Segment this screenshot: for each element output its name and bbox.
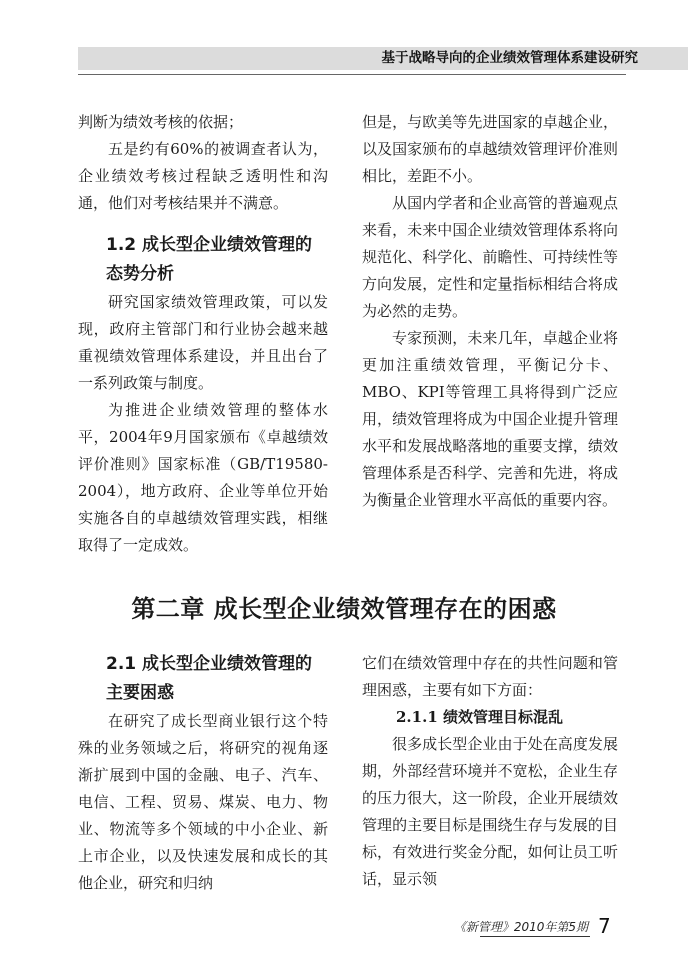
paragraph: 为推进企业绩效管理的整体水平，2004年9月国家颁布《卓越绩效评价准则》国家标准（GB/T19580-2004），地方政府、企业等单位开始实施各自的卓越绩效管理实践，相继取得了一定成效。 <box>78 401 328 554</box>
subsection-heading-2-1-1: 2.1.1 绩效管理目标混乱 <box>396 708 563 726</box>
section-b-left-column <box>78 650 328 897</box>
running-header <box>0 0 688 70</box>
section-a-left-column <box>78 109 328 559</box>
paragraph: 但是，与欧美等先进国家的卓越企业，以及国家颁布的卓越绩效管理评价准则相比，差距不小。 <box>362 113 618 185</box>
paragraph: 从国内学者和企业高管的普遍观点来看，未来中国企业绩效管理体系将向规范化、科学化、前瞻性、可持续性等方向发展，定性和定量指标相结合将成为必然的走势。 <box>362 194 618 320</box>
section-title: 成长型企业绩效管理的主要困惑 <box>106 654 313 703</box>
running-header-title: 基于战略导向的企业绩效管理体系建设研究 <box>381 50 638 66</box>
paragraph: 很多成长型企业由于处在高度发展期，外部经营环境并不宽松，企业生存的压力很大，这一阶段，企业开展绩效管理的主要目标是围绕生存与发展的目标，有效进行奖金分配，如何让员工听话，显示领 <box>362 735 618 888</box>
footer-rule <box>480 936 590 937</box>
paragraph: 研究国家绩效管理政策，可以发现，政府主管部门和行业协会越来越重视绩效管理体系建设，并且出台了一系列政策与制度。 <box>78 293 328 392</box>
page-number: 7 <box>598 914 611 938</box>
paragraph: 它们在绩效管理中存在的共性问题和管理困惑，主要有如下方面： <box>362 654 618 699</box>
section-heading-1-2 <box>78 231 328 289</box>
paragraph: 五是约有60%的被调查者认为，企业绩效考核过程缺乏透明性和沟通，他们对考核结果并不满意。 <box>78 140 328 212</box>
section-b-right-column <box>362 650 618 893</box>
section-a-right-column <box>362 109 618 514</box>
paragraph: 判断为绩效考核的依据； <box>78 113 244 131</box>
section-heading-2-1 <box>78 650 328 708</box>
section-number: 2.1 <box>106 654 137 674</box>
paragraph: 专家预测，未来几年，卓越企业将更加注重绩效管理，平衡记分卡、MBO、KPI等管理工具将得到广泛应用，绩效管理将成为中国企业提升管理水平和发展战略落地的重要支撑，绩效管理体系是否科学、完善和先进，将成为衡量企业管理水平高低的重要内容。 <box>362 329 618 509</box>
chapter-title: 第二章 成长型企业绩效管理存在的困惑 <box>131 594 557 623</box>
paragraph: 在研究了成长型商业银行这个特殊的业务领域之后，将研究的视角逐渐扩展到中国的金融、电子、汽车、电信、工程、贸易、煤炭、电力、物业、物流等多个领域的中小企业、新上市企业，以及快速发展和成长的其他企业，研究和归纳 <box>78 712 328 892</box>
section-number: 1.2 <box>106 235 137 255</box>
section-title: 成长型企业绩效管理的态势分析 <box>106 235 313 284</box>
header-rule <box>78 74 626 75</box>
page-footer <box>0 900 688 960</box>
footer-journal-issue: 《新管理》2010年第5期 <box>453 920 588 934</box>
